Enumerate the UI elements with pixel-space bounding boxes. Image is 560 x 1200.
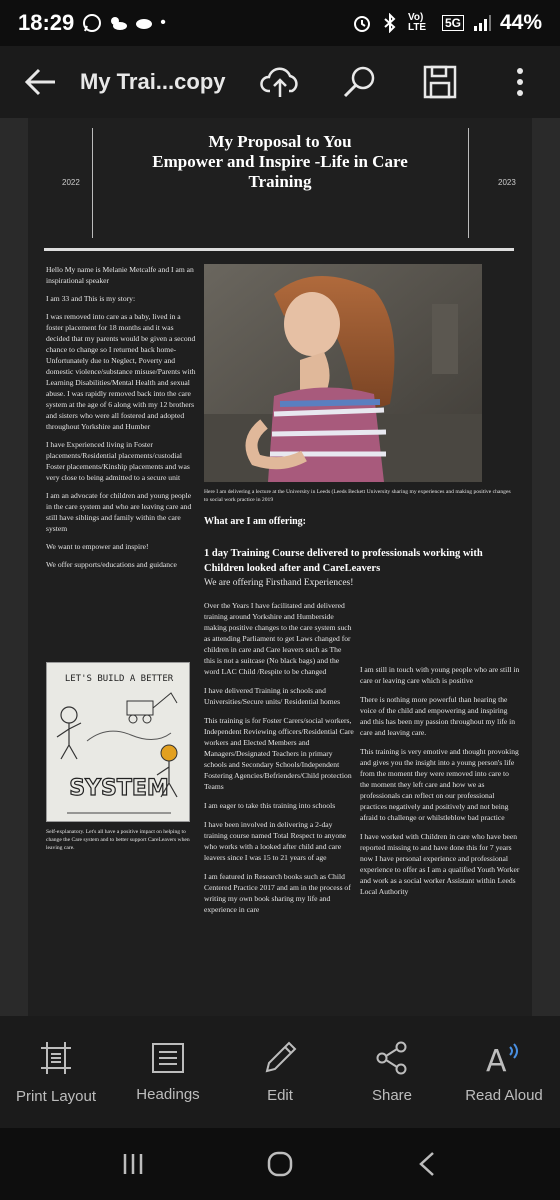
headings-label: Headings [136, 1085, 200, 1103]
system-nav-bar [0, 1128, 560, 1200]
status-time: 18:29 [18, 10, 75, 35]
paragraph: I have delivered Training in schools and Universities/Secure units/ Residential homes [204, 686, 341, 706]
headings-button[interactable] [112, 1016, 224, 1128]
horizontal-rule [44, 248, 514, 251]
paragraph: I have been involved in delivering a 2-day training course named Total Respect to anyone who works with a looked after child and care leavers since I was 15 to 21 years of age [204, 820, 347, 862]
search-icon [342, 64, 378, 100]
app-notification-icon [134, 13, 154, 33]
print-layout-icon [39, 1040, 73, 1076]
document-viewport[interactable] [0, 118, 560, 1016]
back-arrow-icon [23, 67, 57, 97]
document-title[interactable]: My Trai...copy [80, 69, 226, 94]
recent-apps-icon [121, 1152, 145, 1176]
app-bar [0, 46, 560, 118]
edit-button[interactable] [224, 1016, 336, 1128]
year-left: 2022 [62, 178, 80, 187]
pencil-icon [263, 1041, 297, 1075]
paragraph: I have Experienced living in Foster placements/Residential placements/custodial Foster placements/Kinship placements and was very close to being admitted to a secure unit [46, 440, 190, 482]
share-label: Share [371, 1086, 413, 1104]
bottom-toolbar [0, 1016, 560, 1128]
lte-indicator: Vo) LTE [407, 12, 427, 33]
paragraph: Over the Years I have facilitated and delivered training around Yorkshire and Humberside making positive changes to the care system such as attending Parliament to get Laws changed for children in care and Care leavers such as The this is not a suitcase (No black bags) and the word LAC Child /Respite to be changed [204, 601, 352, 676]
home-icon [266, 1150, 294, 1178]
save-icon [423, 65, 457, 99]
save-button[interactable] [400, 46, 480, 118]
paragraph: Hello My name is Melanie Metcalfe and I am an inspirational speaker [46, 265, 194, 285]
header-divider-left [92, 128, 93, 238]
offer-heading: What are I am offering: [204, 516, 307, 527]
sketch-drawing [47, 663, 191, 823]
chevron-left-icon [417, 1151, 437, 1177]
document-heading [96, 132, 464, 192]
whatsapp-icon [82, 13, 102, 33]
sketch-caption: Self-explanatory. Let's all have a positive impact on helping to change the Care system and to better support CareLeavers when leaving care. [46, 829, 190, 851]
read-aloud-label: Read Aloud [465, 1086, 543, 1104]
paragraph: I have worked with Children in care who have been reported missing to and have done this for 7 years now I have personal experience and professional experience to offer as I am a qualified Youth Worker and work as a social worker Assistant within Leeds Local Authority [360, 832, 520, 896]
battery-percentage: 44% [499, 11, 542, 34]
document-header [28, 118, 532, 248]
paragraph: I am 33 and This is my story: [46, 294, 136, 303]
course-heading: 1 day Training Course delivered to professionals working with Children looked after and CareLeavers [204, 548, 483, 574]
print-layout-label: Print Layout [15, 1087, 97, 1105]
bluetooth-icon [380, 13, 400, 33]
signal-icon [472, 13, 492, 33]
year-right: 2023 [498, 178, 516, 187]
heading-line-3: Training [248, 172, 312, 191]
paragraph: This training is very emotive and thought provoking and gives you the insight into a young person's life from the moment they were removed into care to the moment they left care and how we as professionals can reflect on our professional practices negatively and positively and not being afraid to challenge or whilstleblow bad practice [360, 747, 519, 822]
network-indicator: 5G [442, 15, 464, 31]
more-vert-icon [515, 67, 525, 97]
recent-apps-button[interactable] [93, 1134, 173, 1194]
paragraph: I am featured in Research books such as Child Centered Practice 2017 and am in the process of writing my own book sharing my life and experience in care [204, 872, 351, 914]
edit-label: Edit [267, 1086, 293, 1104]
sketch-text-top: LET'S BUILD A BETTER [64, 674, 174, 684]
search-button[interactable] [320, 46, 400, 118]
firsthand-subheading: We are offering Firsthand Experiences! [204, 578, 354, 588]
read-aloud-icon [486, 1041, 522, 1075]
document-page[interactable] [28, 118, 532, 1016]
read-aloud-button[interactable] [448, 1016, 560, 1128]
share-button[interactable] [336, 1016, 448, 1128]
sketch-text-main: SYSTEM [69, 776, 169, 801]
paragraph: I was removed into care as a baby, lived in a foster placement for 18 months and it was decided that my parents would be given a second chance to change so I returned back home- Unfortunately due to Neglect, Poverty and domestic violence/substance misuse/Parents with Learning Disabilities/Mental Health and sexual abuse. I was rapidly removed back into the care system at the age of 6 along with my 12 brothers and sisters who were all fostered and adopted throughout Yorkshire and Humber [46, 312, 196, 431]
heading-line-2: Empower and Inspire -Life in Care [152, 152, 408, 171]
sketch-image[interactable] [46, 662, 190, 822]
paragraph: This training is for Foster Carers/social workers, Independent Reviewing officers/Residential Care workers and Elected Members and Managers/Designated Teachers in primary schools and Secondary Schools/Independent Fostering Agencies/Befrienders/Child protection Teams [204, 716, 354, 791]
upload-button[interactable] [240, 46, 320, 118]
back-button[interactable] [0, 46, 80, 118]
photo-caption: Here I am delivering a lecture at the University in Leeds (Leeds Beckett University sharing my experiences and making positive changes to social work practice in 2019 [204, 489, 511, 503]
weather-icon [108, 13, 128, 33]
more-options-button[interactable] [480, 46, 560, 118]
middle-column [204, 600, 354, 923]
system-back-button[interactable] [387, 1134, 467, 1194]
paragraph: I am an advocate for children and young people in the care system and who are leaving care and still have siblings and family within the care system [46, 491, 192, 533]
paragraph: I am eager to take this training into schools [204, 801, 336, 810]
cloud-upload-icon [260, 65, 300, 99]
share-icon [375, 1041, 409, 1075]
paragraph: We want to empower and inspire! [46, 542, 149, 551]
heading-line-1: My Proposal to You [208, 132, 352, 151]
paragraph: There is nothing more powerful than hearing the voice of the child and empowering and inspiring and this has been my passion throughout my life in care and leaving care. [360, 695, 516, 737]
svg-text:A: A [486, 1043, 507, 1075]
headings-icon [151, 1042, 185, 1074]
paragraph: I am still in touch with young people who are still in care or leaving care which is positive [360, 665, 520, 685]
dot-icon: • [160, 14, 166, 31]
paragraph: We offer supports/educations and guidance [46, 560, 177, 569]
home-button[interactable] [240, 1134, 320, 1194]
lecture-photo[interactable] [204, 264, 482, 482]
photo-content [204, 264, 482, 482]
header-divider-right [468, 128, 469, 238]
right-column [360, 664, 520, 905]
print-layout-button[interactable] [0, 1016, 112, 1128]
alarm-icon [352, 13, 372, 33]
status-bar [0, 0, 560, 46]
left-column [46, 264, 196, 577]
